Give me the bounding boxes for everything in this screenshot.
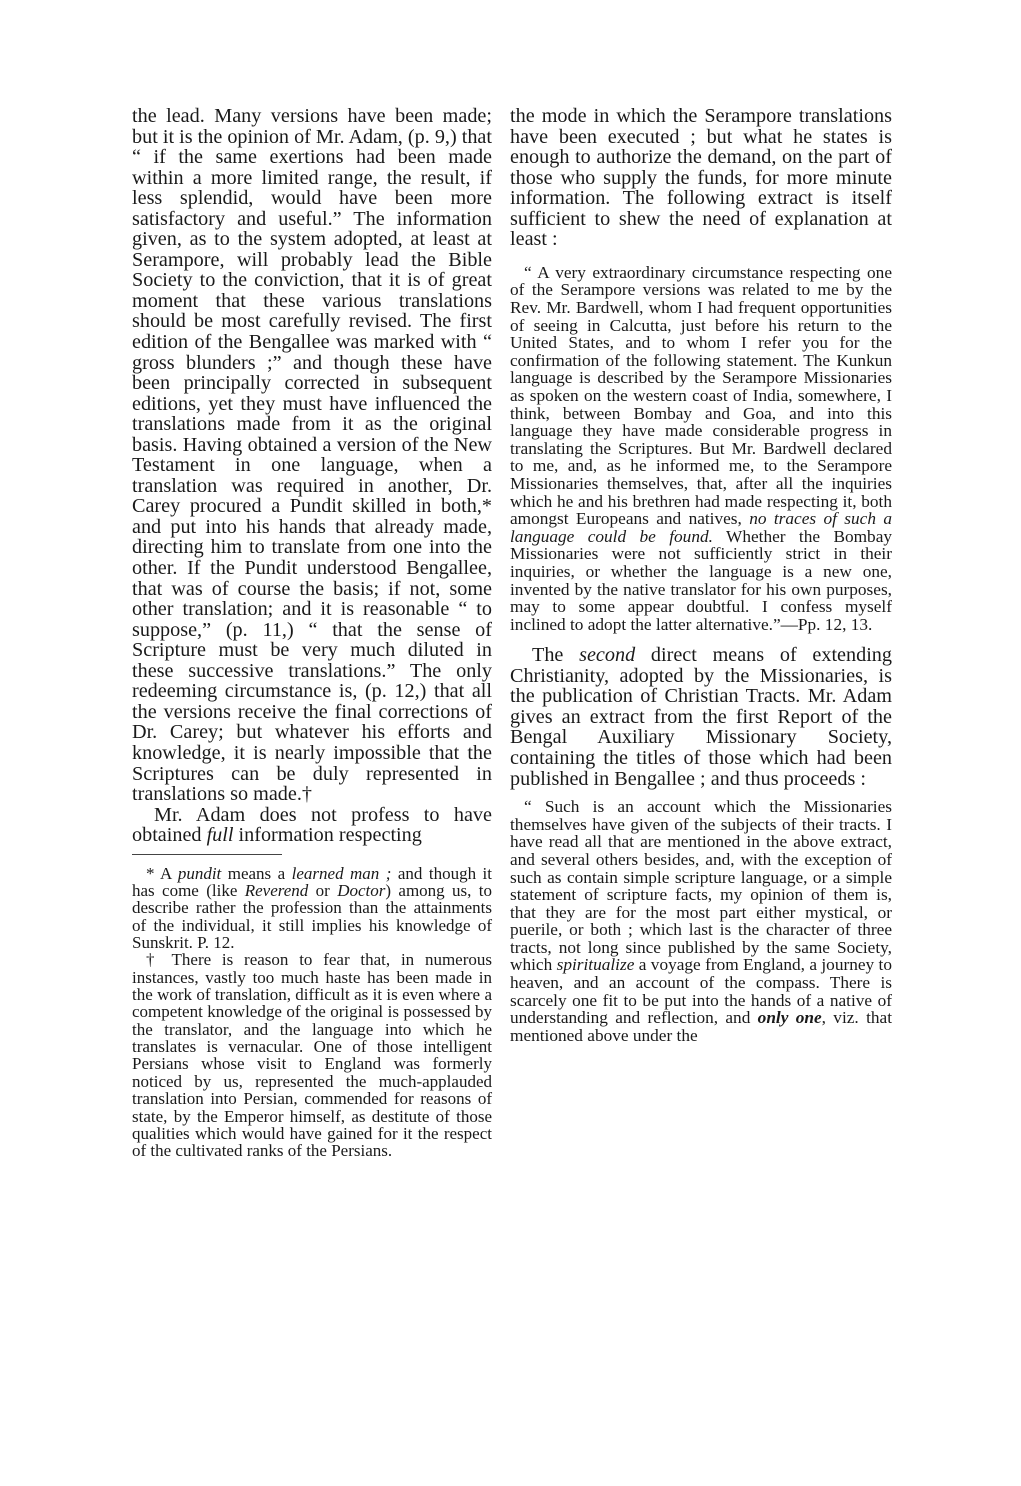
footnote-1-or: or	[308, 881, 338, 901]
block-quote-2	[510, 798, 892, 1044]
block-quote-2-emphasis-1: spiritualize	[556, 955, 635, 975]
footnote-1-mark: * A	[146, 863, 178, 883]
book-page	[132, 106, 892, 1376]
footnote-2: † There is reason to fear that, in numerous instances, vastly too much haste has been made in the work of translation, difficult as it is even where a competent knowledge of the original is possessed by the translator, and the language into which he translates is vernacular. One of those intelligent Persians whose visit to England was formerly noticed by us, represented the much-applauded translation into Persian, commended for reasons of state, by the Emperor himself, as destitute of those qualities which would have gained for it the respect of the cultivated ranks of the Persians.	[132, 950, 492, 1161]
block-quote-1-emphasis: no traces of such a language could be found.	[510, 509, 892, 546]
footnote-1-rest: ) among us, to describe rather the profession than the attainments of the individual, it still implies his knowledge of Sunskrit. P. 12.	[132, 881, 492, 953]
right-paragraph-2-emphasis: second	[579, 644, 636, 667]
footnote-1-reverend: Reverend	[244, 881, 309, 901]
block-quote-1-start: “ A very extraordinary circumstance respecting one of the Serampore versions was related to me by the Rev. Mr. Bardwell, whom I had frequent opportunities of seeing in Calcutta, just before his return to the United States, and to whom I refer you for the confirmation of the following statement. The Kunkun language is described by the Serampore Missionaries as spoken on the western coast of India, somewhere, I think, between Bombay and Goa, and into this language they have made considerable progress in translating the Scriptures. But Mr. Bardwell declared to me, and, as he informed me, to the Serampore Missionaries themselves, that, after all the inquiries which he and his brethren had made respecting it, both amongst Europeans and natives,	[510, 262, 892, 529]
left-column	[132, 106, 492, 1160]
right-paragraph-2-start: The	[532, 644, 580, 667]
block-quote-2-emphasis-2: only one	[757, 1008, 822, 1028]
block-quote-1	[510, 264, 892, 633]
left-paragraph-1: the lead. Many versions have been made; but it is the opinion of Mr. Adam, (p. 9,) that “ if the same exertions had been made within a more limited range, the result, if less splendid, would have been more satisfactory and useful.” The information given, as to the system adopted, at least at Serampore, will probably lead the Bible Society to the conviction, that it is of great moment that these various translations should be most carefully revised. The first edition of the Bengallee was marked with “ gross blunders ;” and though these have been principally corrected in subsequent editions, yet they must have influenced the translations made from it as the original basis. Having obtained a version of the New Testament in one language, when a translation was required in another, Dr. Carey procured a Pundit skilled in both,* and put into his hands that already made, directing him to translate from one into the other. If the Pundit understood Bengallee, that was of course the basis; if not, some other translation; and it is reasonable “ to suppose,” (p. 11,) “ that the sense of Scripture must be very much diluted in these successive translations.” The only redeeming circumstance is, (p. 12,) that all the versions receive the final corrections of Dr. Carey; but whatever his efforts and knowledge, it is nearly impossible that the Scriptures can be duly represented in translations so made.†	[132, 105, 492, 806]
block-quote-1-end: Whether the Bombay Missionaries were not sufficiently strict in their inquiries, or whether the language is a new one, invented by the native translator for his own purposes, may to some appear doubtful. I confess myself inclined to adopt the latter alternative.”—Pp. 12, 13.	[510, 526, 893, 634]
right-column	[510, 106, 892, 1044]
footnote-1-mid: means a	[221, 863, 292, 883]
footnote-1-meaning: learned man ;	[291, 863, 392, 883]
left-paragraph-2-end: information respecting	[233, 824, 422, 847]
right-paragraph-2-end: direct means of extending Christianity, adopted by the Missionaries, is the publication of Christian Tracts. Mr. Adam gives an extract from the first Report of the Bengal Auxiliary Missionary Society, containing the titles of those which had been published in Bengallee ; and thus proceeds :	[510, 644, 892, 790]
right-paragraph-1: the mode in which the Serampore translations have been executed ; but what he states is enough to authorize the demand, on the part of those who supply the funds, for more minute information. The following extract is itself sufficient to shew the need of explanation at least :	[510, 105, 892, 251]
left-paragraph-2	[132, 805, 492, 846]
footnote-1-term: pundit	[177, 863, 222, 883]
right-paragraph-2	[510, 645, 892, 789]
block-quote-2-mid: a voyage from England, a journey to heaven, and an account of the compass. There is scarcely one fit to be put into the hands of a native of understanding and reflection, and	[510, 955, 892, 1028]
footnote-1-doctor: Doctor	[337, 881, 386, 901]
left-paragraph-2-start: Mr. Adam does not profess to have obtained	[132, 803, 492, 847]
block-quote-2-start: “ Such is an account which the Missionaries themselves have given of the subjects of their tracts. I have read all that are mentioned in the above extract, and several others besides, and, with the exception of such as contain simple scripture language, or a simple statement of scripture facts, my opinion of them is, that they are for the most part either mystical, or puerile, or both ; which last is the character of three tracts, not long since published by the same Society, which	[510, 797, 892, 975]
footnote-1-a: and though it has come (like	[132, 863, 493, 901]
block-quote-2-end: , viz. that mentioned above under the	[510, 1008, 892, 1045]
footnotes	[132, 865, 492, 1160]
left-paragraph-2-emphasis: full	[206, 824, 234, 847]
footnote-1	[132, 865, 492, 952]
footnote-rule	[132, 854, 282, 855]
